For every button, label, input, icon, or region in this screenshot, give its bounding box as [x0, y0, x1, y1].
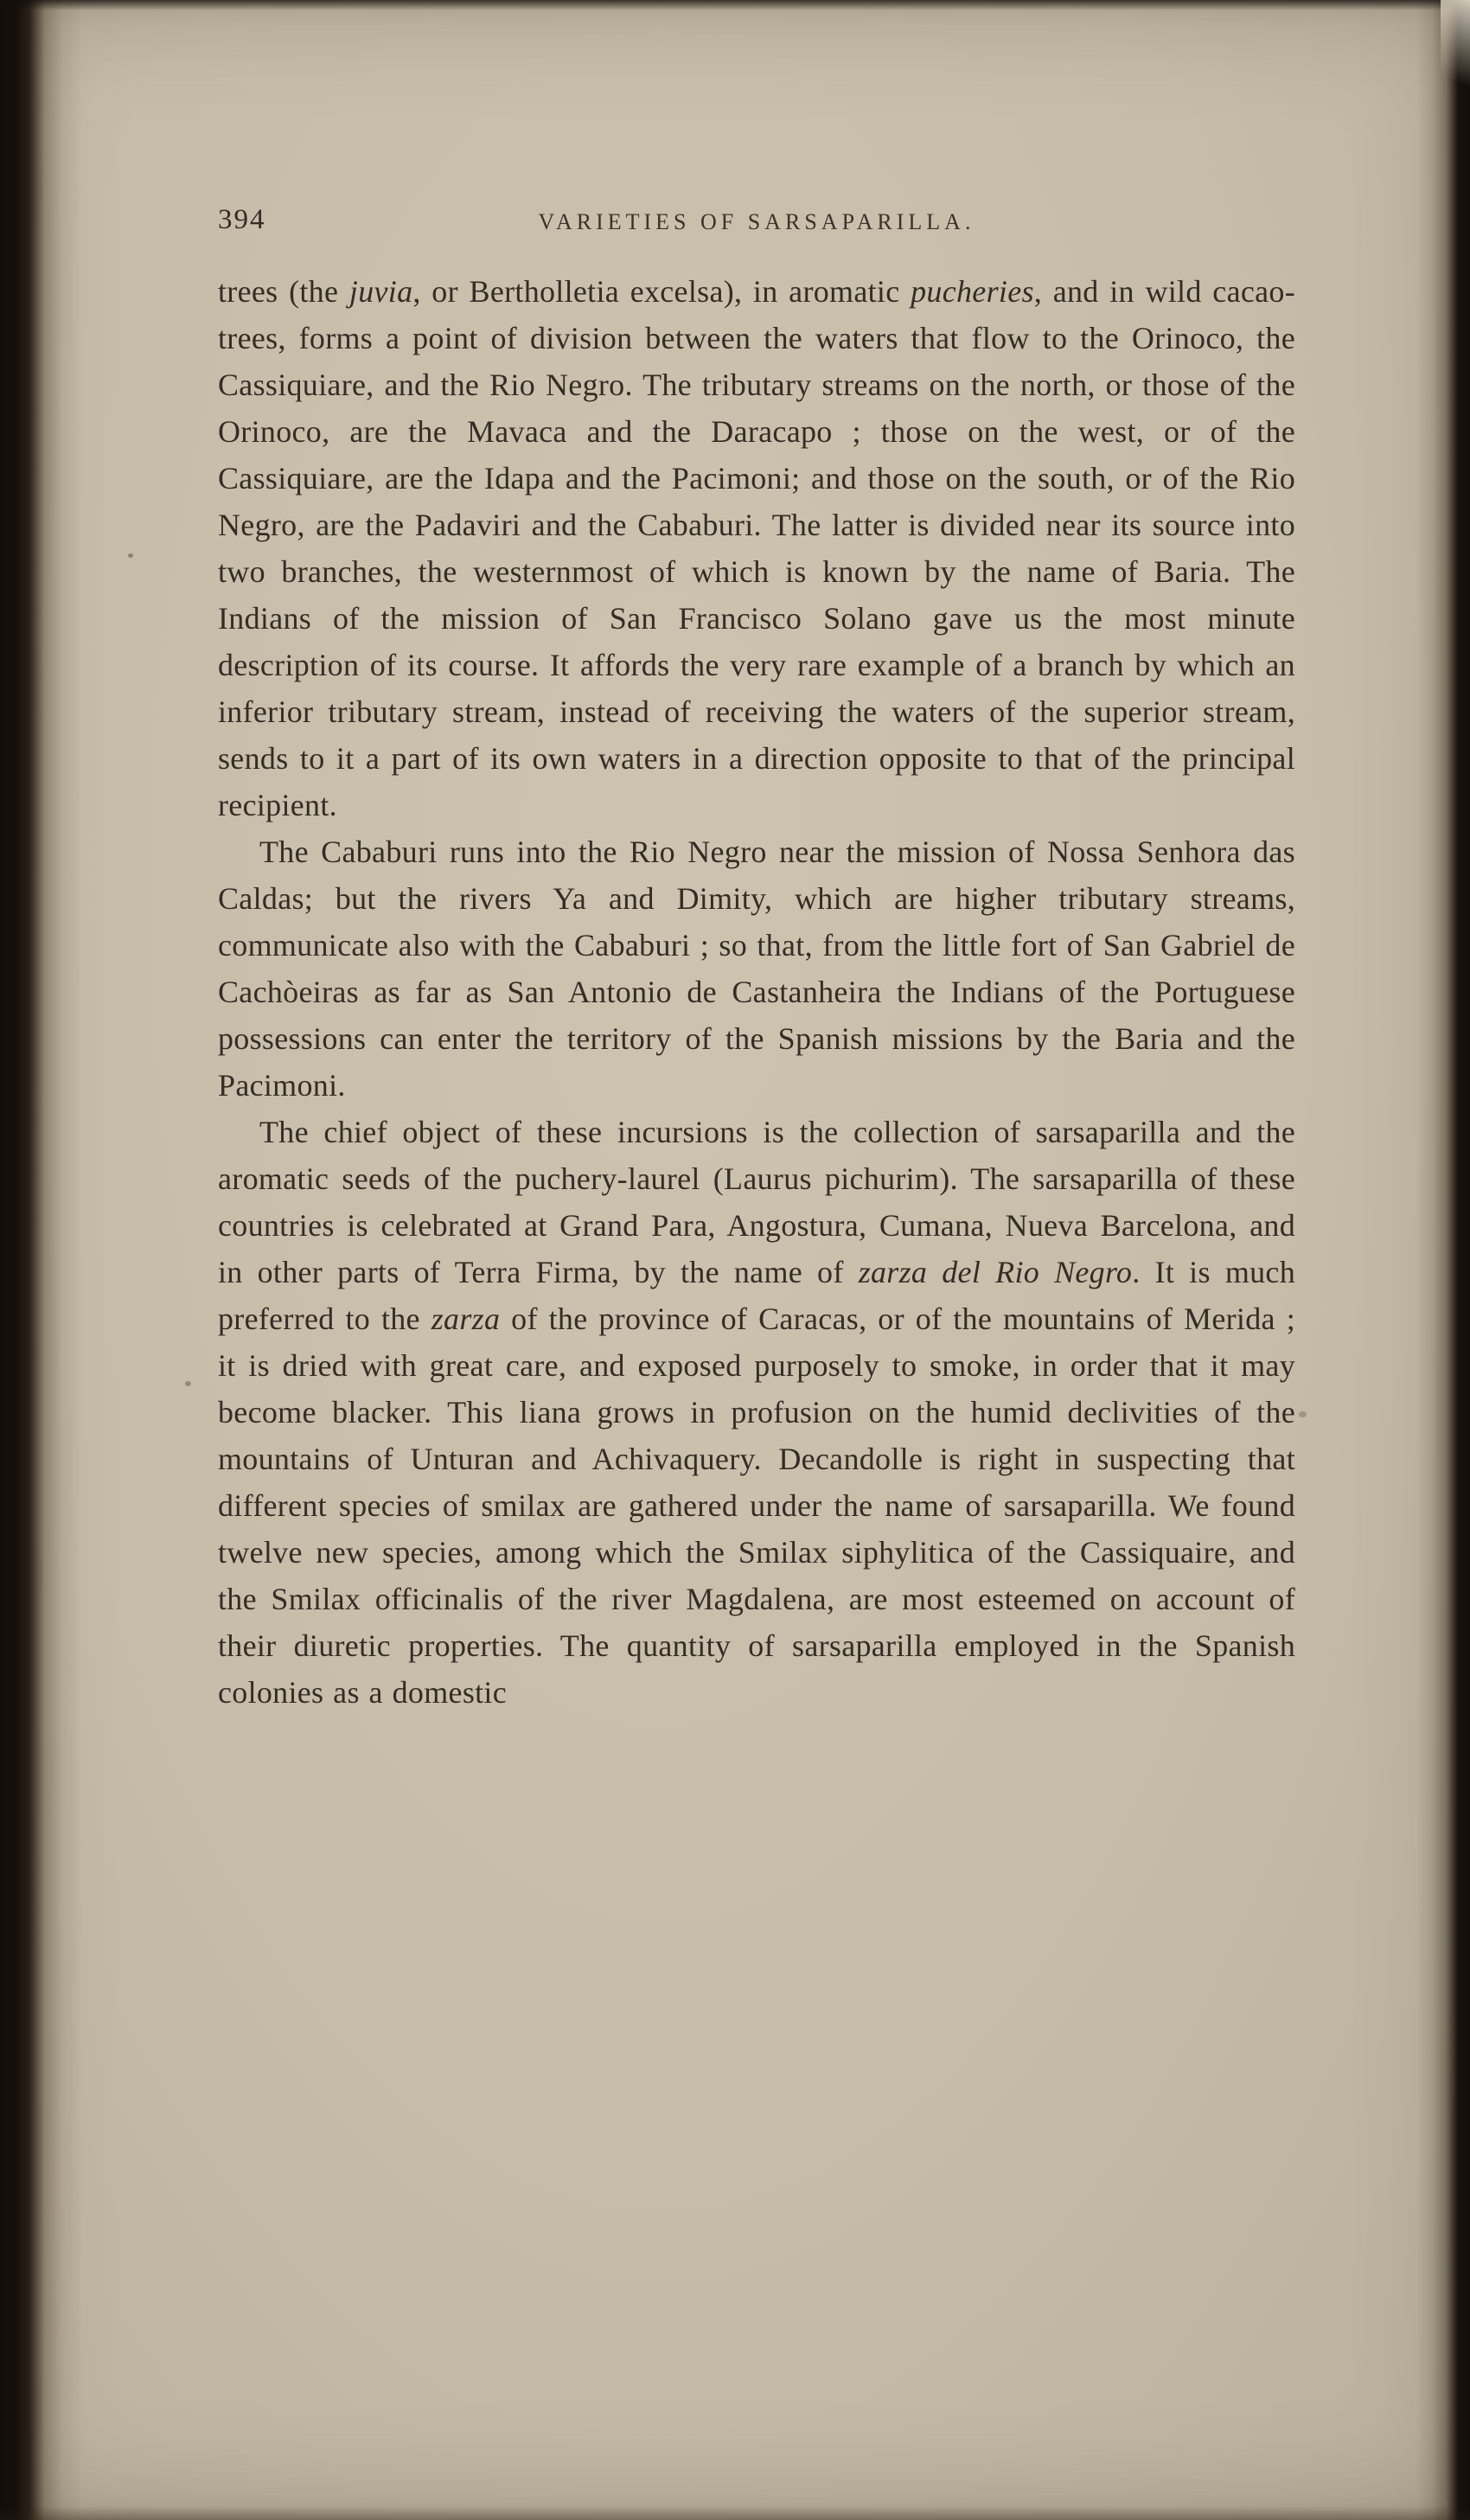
page-body [218, 204, 1295, 1716]
left-binding-shadow [0, 0, 83, 2520]
bottom-edge-shadow [0, 2506, 1470, 2520]
paper-speck [185, 1381, 191, 1386]
page-number: 394 [218, 204, 266, 235]
top-edge-shadow [0, 0, 1470, 10]
paper-speck [1299, 1411, 1307, 1417]
paper-speck [128, 553, 133, 558]
running-title: VARIETIES OF SARSAPARILLA. [538, 209, 975, 234]
paragraph-1: trees (the juvia, or Bertholletia excelsa), in aromatic pucheries, and in wild cacao-trees, forms a point of division between the waters that flow to the Orinoco, the Cassiquiare, and the Rio Negro. The tributary streams on the north, or those of the Orinoco, are the Mavaca and the Daracapo ; those on the west, or of the Cassiquiare, are the Idapa and the Pacimoni; and those on the south, or of the Rio Negro, are the Padaviri and the Cababuri. The latter is divided near its source into two branches, the westernmost of which is known by the name of Baria. The Indians of the mission of San Francisco Solano gave us the most minute description of its course. It affords the very rare example of a branch by which an inferior tributary stream, instead of receiving the waters of the superior stream, sends to it a part of its own waters in a direction opposite to that of the principal recipient. [218, 274, 1295, 822]
paragraph-3: The chief object of these incursions is the collection of sarsaparilla and the aromatic seeds of the puchery-laurel (Laurus pichurim). The sarsaparilla of these countries is celebrated at Grand Para, Angostura, Cumana, Nueva Barcelona, and in other parts of Terra Firma, by the name of zarza del Rio Negro. It is much preferred to the zarza of the province of Caracas, or of the mountains of Merida ; it is dried with great care, and exposed purposely to smoke, in order that it may become blacker. This liana grows in profusion on the humid declivities of the mountains of Unturan and Achivaquery. Decandolle is right in suspecting that different species of smilax are gathered under the name of sarsaparilla. We found twelve new species, among which the Smilax siphylitica of the Cassiquaire, and the Smilax officinalis of the river Magdalena, are most esteemed on account of their diuretic properties. The quantity of sarsaparilla employed in the Spanish colonies as a domestic [218, 1115, 1295, 1710]
running-head [218, 204, 1295, 242]
top-right-page-corner [1441, 0, 1470, 112]
paragraph-2: The Cababuri runs into the Rio Negro near the mission of Nossa Senhora das Caldas; but the rivers Ya and Dimity, which are higher tributary streams, communicate also with the Cababuri ; so that, from the little fort of San Gabriel de Cachòeiras as far as San Antonio de Castanheira the Indians of the Portuguese possessions can enter the territory of the Spanish missions by the Baria and the Pacimoni. [218, 835, 1295, 1103]
text-block [218, 268, 1295, 1716]
right-page-edge-shadow [1416, 0, 1470, 2520]
